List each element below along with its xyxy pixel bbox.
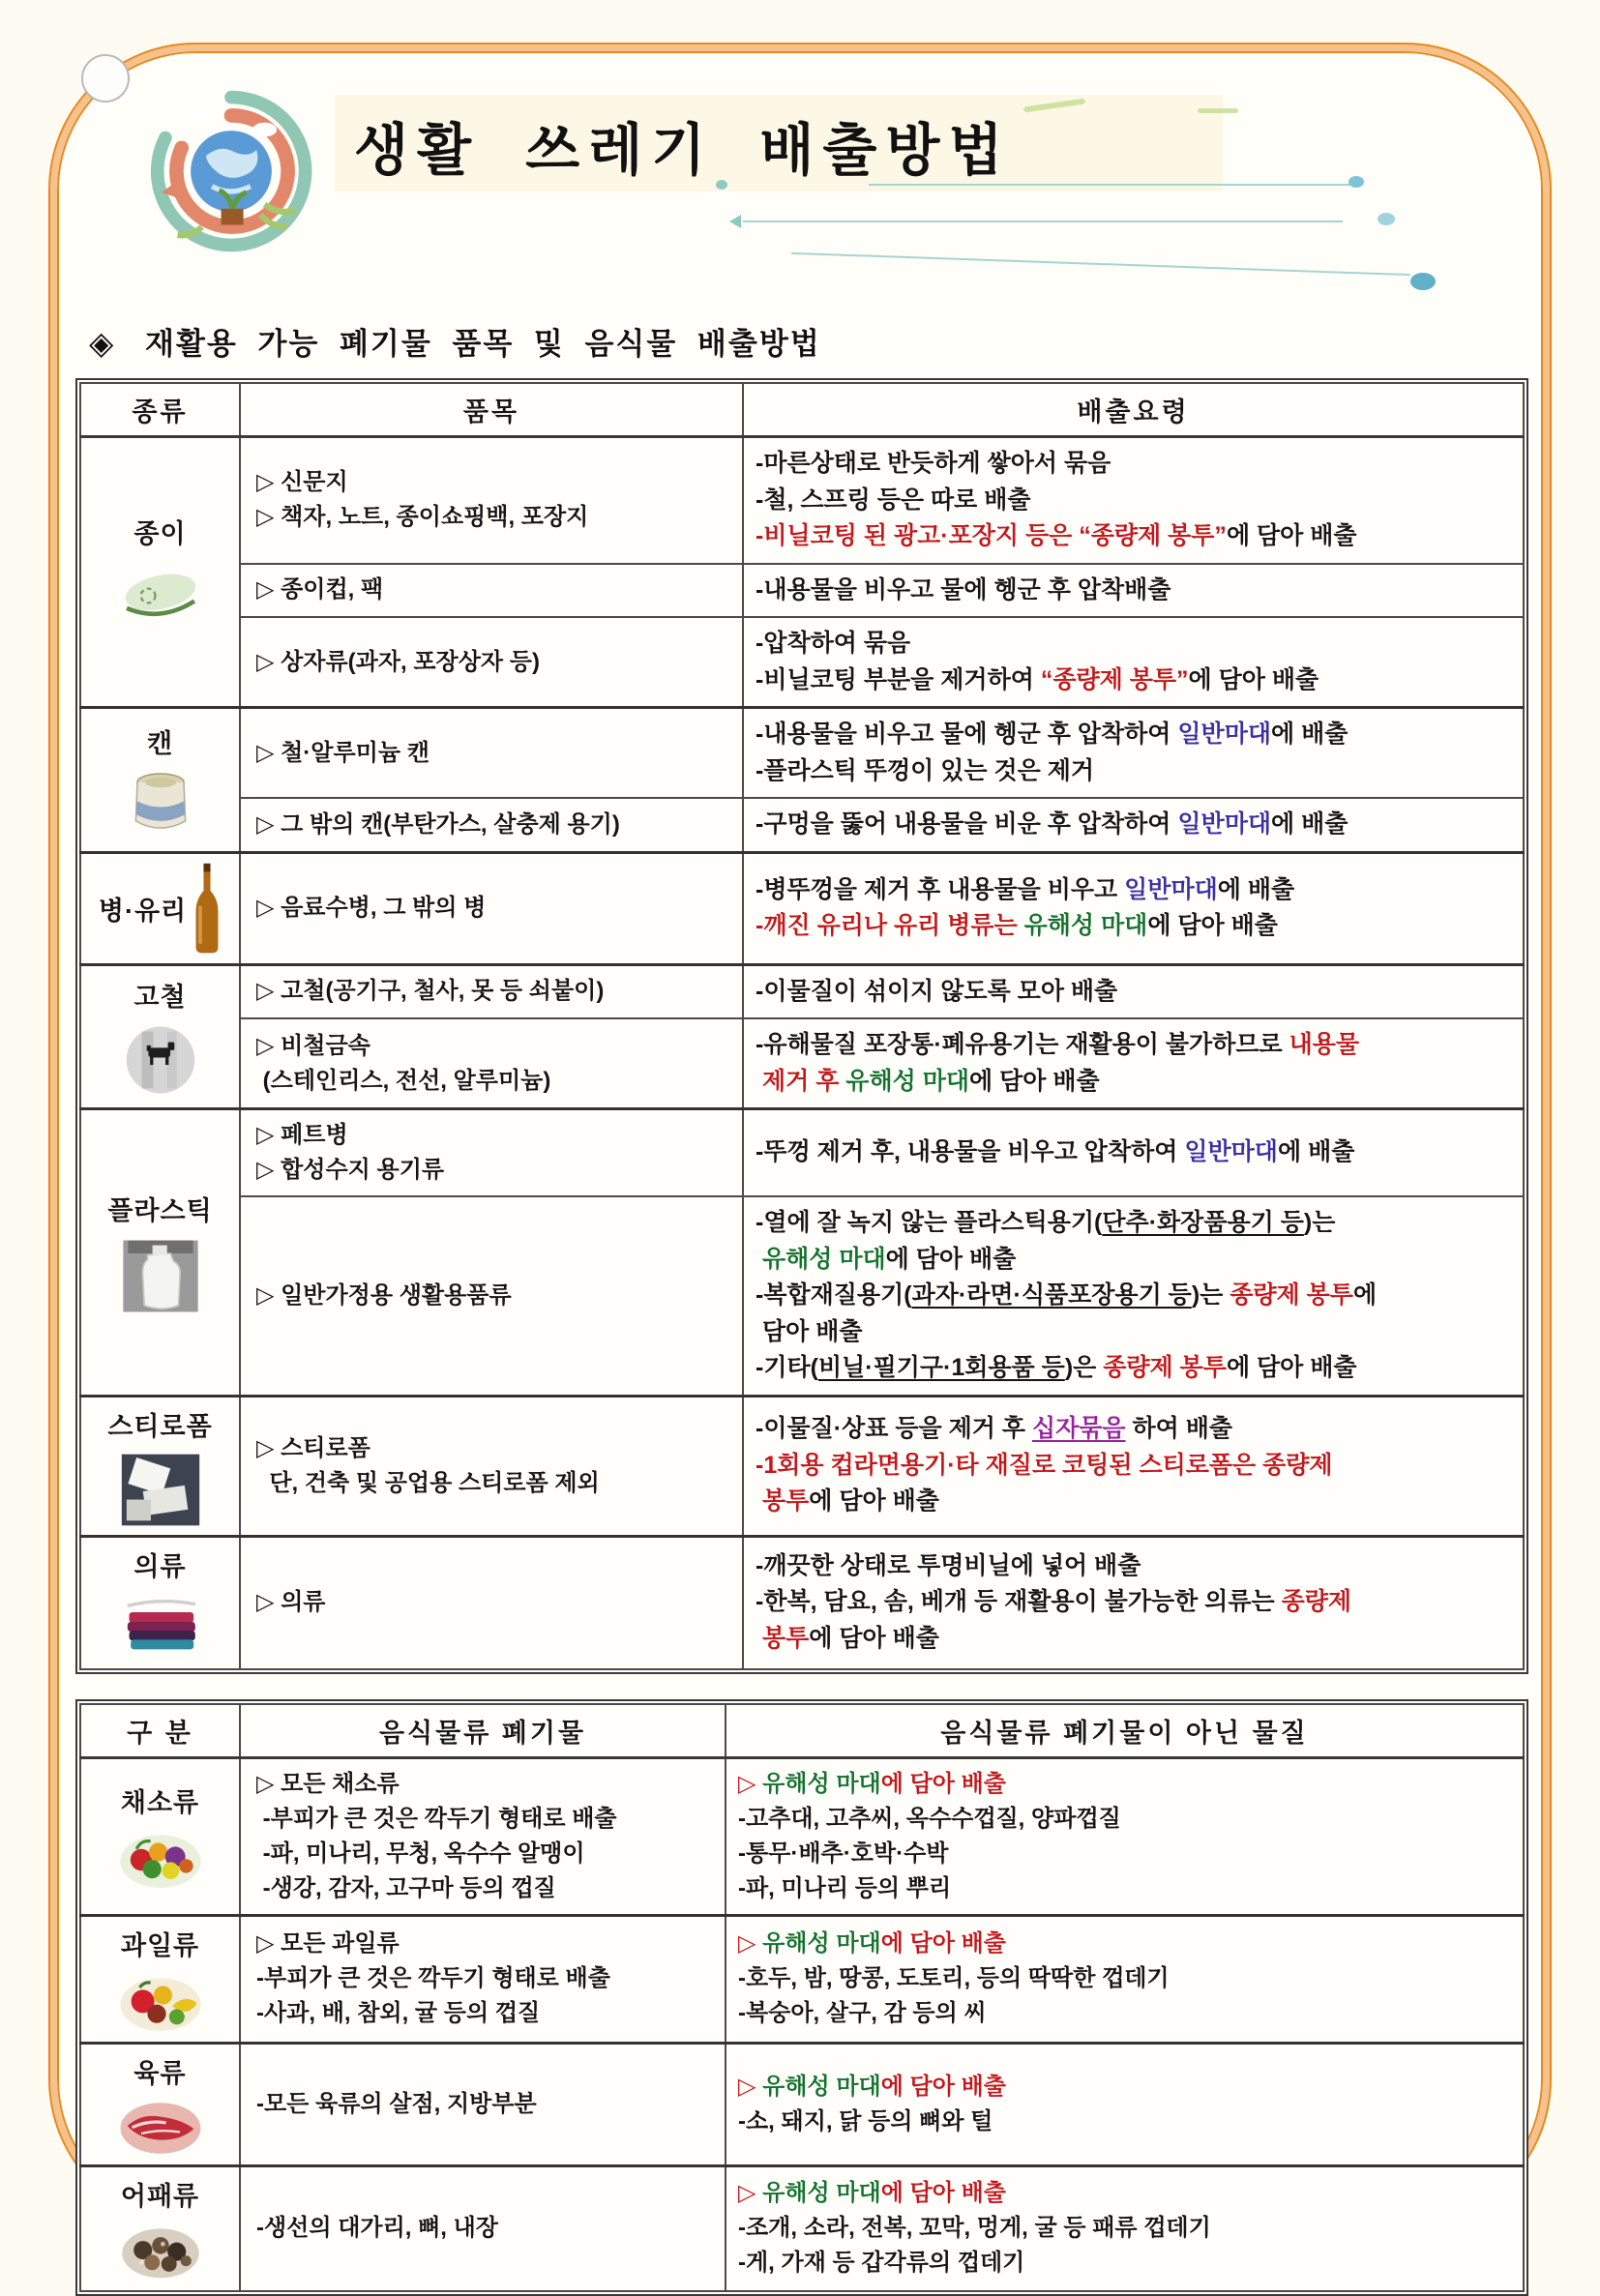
text-segment: ▷ 페트병 (256, 1122, 348, 1148)
text-segment: ▷ (738, 1930, 763, 1957)
category-cell (80, 2043, 240, 2165)
decor-dot (1348, 176, 1364, 188)
column-header: 구 분 (80, 1704, 240, 1758)
items-cell (240, 1396, 743, 1536)
text-line (738, 1961, 1517, 1996)
text-segment: 에 담아 배출 (809, 1624, 939, 1652)
text-segment: “종량제 봉투” (1040, 665, 1189, 693)
recycle-globe-logo (145, 85, 317, 257)
text-segment: -통무·배추·호박·수박 (738, 1840, 949, 1867)
category-label: 병·유리 (98, 896, 188, 926)
items-cell (240, 564, 743, 618)
text-segment: -플라스틱 뚜껑이 있는 것은 제거 (756, 756, 1095, 784)
text-line (256, 1153, 736, 1188)
food-waste-cell (240, 1757, 726, 1915)
text-segment: ▷ 철·알루미늄 캔 (256, 739, 430, 766)
diamond-bullet-icon: ◈ (89, 325, 116, 361)
text-line (256, 2211, 719, 2246)
items-cell (240, 708, 743, 799)
text-segment: 유해성 마대 (761, 1245, 886, 1273)
text-segment: 일반마대 (1124, 875, 1218, 903)
category-label: 과일류 (120, 1930, 200, 1960)
text-line (756, 483, 1517, 519)
text-line (756, 1064, 1517, 1101)
text-segment (756, 1246, 762, 1273)
text-segment: 과자·라면·식품포장용기 등 (911, 1281, 1192, 1309)
text-line (256, 736, 736, 771)
text-line (756, 573, 1517, 609)
text-line (256, 1064, 736, 1099)
text-segment: 내용물 (1289, 1031, 1360, 1058)
category-cell (80, 1536, 240, 1669)
text-segment: ▷ 비철금속 (256, 1032, 370, 1059)
category-cell (80, 2165, 240, 2291)
text-segment: ▷ 상자류(과자, 포장상자 등) (256, 648, 540, 675)
decor-dot (1378, 213, 1395, 225)
text-line (256, 465, 736, 500)
items-cell (240, 1536, 743, 1669)
text-segment: 에 담아 배출 (885, 1245, 1017, 1273)
column-header: 음식물류 폐기물이 아닌 물질 (726, 1704, 1524, 1758)
category-label: 의류 (133, 1551, 187, 1581)
text-segment: -뚜껑 제거 후, 내용물을 비우고 압착하여 (756, 1138, 1185, 1166)
text-line (756, 1448, 1517, 1485)
table-row (80, 1018, 1524, 1109)
table-row (80, 1396, 1524, 1536)
table-row (80, 708, 1524, 799)
text-segment: 십자묶음 (1031, 1415, 1126, 1443)
items-cell (240, 617, 743, 708)
table-row (80, 1536, 1524, 1669)
items-cell (240, 798, 743, 852)
text-line (256, 1585, 736, 1620)
category-label: 스티로폼 (107, 1411, 213, 1441)
text-segment: 유해성 마대 (762, 2073, 881, 2100)
text-segment: ▷ 스티로폼 (256, 1434, 370, 1461)
section-heading (89, 319, 1528, 363)
text-segment: 에 담아 배출 (880, 2073, 1006, 2100)
text-line (738, 2105, 1517, 2139)
text-line (738, 2176, 1517, 2211)
text-line (256, 645, 736, 680)
decor-dash (1198, 108, 1238, 113)
text-segment: -부피가 큰 것은 깍두기 형태로 배출 (256, 1805, 617, 1832)
text-segment: -구멍을 뚫어 내용물을 비운 후 압착하여 (756, 810, 1178, 838)
non-food-waste-cell (726, 1757, 1524, 1915)
text-segment: -깨끗한 상태로 투명비닐에 넣어 배출 (756, 1551, 1141, 1579)
text-segment: ▷ 고철(공기구, 철사, 못 등 쇠붙이) (256, 978, 605, 1005)
table-row (80, 437, 1524, 564)
items-cell (240, 964, 743, 1018)
text-segment: 에 담아 배출 (1226, 522, 1357, 549)
table-row (80, 2043, 1524, 2165)
text-segment: ▷ 일반가정용 생활용품류 (256, 1281, 512, 1309)
page-title: 생활 쓰레기 배출방법 (354, 119, 1012, 182)
text-line (256, 1961, 719, 1996)
text-segment: 유해성 마대 (1023, 912, 1148, 939)
text-line (756, 1278, 1517, 1314)
text-line (256, 1029, 736, 1064)
clothes-icon (116, 1593, 205, 1661)
disposal-tips-cell (743, 1109, 1524, 1197)
text-line (256, 2087, 719, 2122)
text-line (756, 1350, 1517, 1387)
text-segment: -고추대, 고추씨, 옥수수껍질, 양파껍질 (738, 1805, 1121, 1832)
text-line (256, 891, 736, 926)
items-cell (240, 437, 743, 564)
food-waste-cell (240, 2165, 726, 2291)
decor-line (743, 221, 1343, 222)
text-line (756, 1134, 1517, 1171)
text-segment: 제거 후 (761, 1067, 846, 1095)
text-line (256, 1466, 736, 1501)
text-line (256, 1279, 736, 1313)
table-row (80, 564, 1524, 618)
text-segment: 봉투 (761, 1624, 810, 1652)
category-cell (80, 964, 240, 1109)
page-content (75, 83, 1528, 2296)
text-segment (756, 1625, 762, 1652)
text-line (738, 2211, 1517, 2246)
text-segment: )는 (1303, 1209, 1336, 1236)
text-segment: 일반마대 (1177, 810, 1272, 838)
column-header: 종류 (80, 383, 240, 437)
text-segment: 에 담아 배출 (809, 1487, 939, 1516)
disposal-tips-cell (743, 708, 1524, 799)
text-segment: 하여 배출 (1125, 1415, 1233, 1443)
text-segment: 에 담아 배출 (880, 1770, 1006, 1797)
text-segment: -열에 잘 녹지 않는 플라스틱용기( (756, 1209, 1103, 1236)
text-segment: -사과, 배, 참외, 귤 등의 껍질 (256, 2000, 541, 2026)
text-segment: -모든 육류의 살점, 지방부분 (256, 2090, 537, 2117)
disposal-tips-cell (743, 1396, 1524, 1536)
text-segment: ▷ 그 밖의 캔(부탄가스, 살충제 용기) (256, 810, 620, 838)
text-segment: ▷ 신문지 (256, 469, 348, 496)
text-line (756, 717, 1517, 753)
text-line (256, 500, 736, 535)
text-segment: 에 담아 배출 (1188, 665, 1319, 693)
text-line (256, 1837, 719, 1871)
text-line (756, 518, 1517, 555)
text-segment: ▷ 종이컵, 팩 (256, 576, 384, 603)
category-cell (80, 1109, 240, 1397)
text-line (256, 1767, 719, 1802)
table-row (80, 1196, 1524, 1396)
category-label: 어패류 (120, 2181, 200, 2211)
recyclables-table-wrap (75, 378, 1528, 1674)
text-segment: 에 (1352, 1281, 1378, 1309)
text-segment: 에 담아 배출 (880, 2180, 1006, 2206)
text-segment: -이물질이 섞이지 않도록 모아 배출 (756, 977, 1118, 1005)
disposal-tips-cell (743, 798, 1524, 852)
disposal-tips-cell (743, 1536, 1524, 1669)
table-row (80, 1915, 1524, 2043)
disposal-tips-cell (743, 617, 1524, 708)
paper-icon (116, 560, 205, 632)
text-line (756, 626, 1517, 662)
text-line (756, 974, 1517, 1011)
recyclables-table-body (80, 437, 1524, 1669)
text-line (756, 807, 1517, 843)
text-line (756, 872, 1517, 909)
text-segment: -마른상태로 반듯하게 쌓아서 묶음 (756, 450, 1111, 477)
text-segment: ▷ 의류 (256, 1589, 326, 1615)
foodwaste-table-wrap (75, 1699, 1528, 2296)
text-segment: 유해성 마대 (845, 1067, 969, 1095)
category-cell (80, 1757, 240, 1915)
text-line (738, 1996, 1517, 2031)
text-segment: -내용물을 비우고 물에 헹군 후 압착하여 (756, 721, 1178, 748)
non-food-waste-cell (726, 2165, 1524, 2291)
metal-icon (120, 1023, 201, 1097)
text-line (738, 2070, 1517, 2105)
category-cell (80, 852, 240, 964)
text-segment: 종량제 봉투 (1230, 1281, 1353, 1309)
text-segment: -생강, 감자, 고구마 등의 껍질 (256, 1874, 556, 1901)
table-row (80, 1109, 1524, 1197)
text-line (256, 1802, 719, 1837)
text-line (256, 1996, 719, 2031)
decor-arrow-icon (729, 215, 741, 228)
text-segment: 단추·화장품용기 등 (1102, 1209, 1304, 1236)
text-segment: 에 배출 (1277, 1138, 1355, 1166)
text-line (756, 1548, 1517, 1585)
text-segment: )는 (1191, 1281, 1230, 1309)
bottle-icon (193, 862, 222, 956)
text-line (756, 1484, 1517, 1520)
text-line (738, 1871, 1517, 1906)
disposal-tips-cell (743, 1018, 1524, 1109)
text-line (256, 808, 736, 842)
text-line (256, 974, 736, 1009)
items-cell (240, 1109, 743, 1197)
text-segment: (스테인리스, 전선, 알루미늄) (256, 1067, 551, 1094)
table-row (80, 798, 1524, 852)
text-line (756, 1205, 1517, 1242)
meat-icon (118, 2100, 203, 2157)
text-segment: ▷ 합성수지 용기류 (256, 1157, 445, 1183)
text-line (756, 1242, 1517, 1279)
text-line (756, 446, 1517, 483)
text-segment: -깨진 유리나 유리 병류는 (756, 912, 1024, 939)
text-segment: -소, 돼지, 닭 등의 뼈와 털 (738, 2107, 993, 2134)
can-icon (126, 770, 195, 837)
items-cell (240, 1196, 743, 1396)
plastic-icon (120, 1237, 201, 1315)
text-segment: ▷ 모든 과일류 (256, 1930, 400, 1957)
text-segment: ▷ (738, 2180, 763, 2206)
text-segment: -압착하여 묶음 (756, 630, 911, 657)
text-segment: -병뚜껑을 제거 후 내용물을 비우고 (756, 875, 1125, 903)
disposal-tips-cell (743, 564, 1524, 618)
disposal-tips-cell (743, 437, 1524, 564)
text-segment: -기타( (756, 1354, 818, 1381)
title-block (75, 83, 1528, 292)
category-label: 육류 (133, 2058, 187, 2088)
text-segment: -생선의 대가리, 뼈, 내장 (256, 2215, 498, 2241)
table-row (80, 2165, 1524, 2291)
text-segment: -내용물을 비우고 물에 헹군 후 압착배출 (756, 575, 1171, 603)
text-segment: -파, 미나리, 무청, 옥수수 알맹이 (256, 1840, 585, 1867)
text-segment: 에 배출 (1271, 810, 1348, 838)
disposal-tips-cell (743, 852, 1524, 964)
text-segment: 종량제 봉투 (1103, 1354, 1227, 1381)
fruits-icon (118, 1972, 203, 2034)
items-cell (240, 852, 743, 964)
text-segment: ▷ 음료수병, 그 밖의 병 (256, 895, 487, 921)
text-segment: 유해성 마대 (762, 1930, 881, 1957)
disposal-tips-cell (743, 1196, 1524, 1396)
text-line (756, 908, 1517, 945)
text-segment: 일반마대 (1184, 1138, 1278, 1166)
text-segment: 담아 배출 (756, 1317, 863, 1345)
seafood-icon (118, 2222, 203, 2282)
text-segment: -1회용 컵라면용기·타 재질로 코팅된 스티로폼은 종량제 (756, 1451, 1333, 1479)
styrofoam-icon (120, 1453, 201, 1527)
vegetables-icon (118, 1829, 203, 1891)
text-segment: )은 (1064, 1354, 1104, 1381)
text-segment: 유해성 마대 (762, 2180, 881, 2206)
text-segment: -이물질·상표 등을 제거 후 (756, 1415, 1032, 1443)
text-segment: -복합재질용기( (756, 1281, 912, 1309)
text-line (738, 1927, 1517, 1961)
recyclables-table-header (80, 383, 1524, 437)
text-segment: 에 담아 배출 (969, 1067, 1100, 1095)
non-food-waste-cell (726, 2043, 1524, 2165)
text-line (256, 1118, 736, 1153)
table-row (80, 617, 1524, 708)
category-label: 고철 (133, 983, 187, 1013)
non-food-waste-cell (726, 1915, 1524, 2043)
text-segment: 일반마대 (1177, 721, 1272, 748)
text-segment: 비닐·필기구·1회용품 등 (817, 1354, 1065, 1381)
text-line (756, 1027, 1517, 1064)
text-line (756, 1621, 1517, 1658)
text-line (256, 1431, 736, 1466)
text-segment: 유해성 마대 (762, 1770, 881, 1797)
text-segment: -게, 가재 등 갑각류의 껍데기 (738, 2250, 1025, 2276)
text-line (256, 1871, 719, 1906)
text-segment: -한복, 담요, 솜, 베개 등 재활용이 불가능한 의류는 (756, 1588, 1282, 1616)
table-row (80, 964, 1524, 1018)
text-segment: -호두, 밤, 땅콩, 도토리, 등의 딱딱한 껍데기 (738, 1965, 1170, 1991)
table-row (80, 852, 1524, 964)
text-segment: ▷ 책자, 노트, 종이쇼핑백, 포장지 (256, 504, 589, 531)
text-segment: 단, 건축 및 공업용 스티로폼 제외 (256, 1469, 600, 1496)
disposal-tips-cell (743, 964, 1524, 1018)
text-line (756, 1411, 1517, 1448)
text-line (756, 753, 1517, 790)
foodwaste-table-header (80, 1704, 1524, 1758)
food-waste-cell (240, 2043, 726, 2165)
text-segment: 에 담아 배출 (1226, 1354, 1357, 1381)
text-line (738, 1767, 1517, 1802)
text-segment: -부피가 큰 것은 깍두기 형태로 배출 (256, 1965, 610, 1991)
category-cell (80, 1915, 240, 2043)
text-segment: 에 배출 (1271, 721, 1348, 748)
text-segment: 에 배출 (1217, 875, 1295, 903)
category-label: 플라스틱 (107, 1195, 213, 1225)
text-line (738, 1837, 1517, 1871)
category-label: 채소류 (120, 1788, 200, 1817)
section-heading-text: 재활용 가능 폐기물 품목 및 음식물 배출방법 (145, 327, 821, 361)
text-segment: 봉투 (761, 1487, 810, 1516)
text-segment: ▷ 모든 채소류 (256, 1770, 400, 1797)
text-segment (756, 1068, 762, 1095)
column-header: 품목 (240, 383, 743, 437)
text-segment: ▷ (738, 2073, 763, 2100)
text-segment: 에 담아 배출 (880, 1930, 1006, 1957)
text-segment: -조개, 소라, 전복, 꼬막, 멍게, 굴 등 패류 껍데기 (738, 2215, 1211, 2241)
text-line (738, 1802, 1517, 1837)
category-cell (80, 1396, 240, 1536)
text-line (256, 573, 736, 607)
text-segment: ▷ (738, 1770, 763, 1797)
text-segment: -유해물질 포장통·폐유용기는 재활용이 불가하므로 (756, 1031, 1289, 1058)
category-label: 캔 (146, 729, 174, 759)
decor-dot (1410, 273, 1436, 290)
text-segment (756, 1487, 762, 1515)
category-cell (80, 708, 240, 853)
table-row (80, 1757, 1524, 1915)
foodwaste-table (79, 1703, 1525, 2292)
food-waste-cell (240, 1915, 726, 2043)
text-segment: 종량제 (1281, 1588, 1352, 1616)
items-cell (240, 1018, 743, 1109)
text-segment: -비닐코팅 부분을 제거하여 (756, 665, 1041, 693)
text-segment: -비닐코팅 된 광고·포장지 등은 “종량제 봉투” (756, 522, 1227, 549)
text-segment: 에 담아 배출 (1147, 912, 1278, 939)
text-line (256, 1927, 719, 1961)
text-line (738, 2246, 1517, 2281)
category-cell (80, 437, 240, 708)
text-segment: -철, 스프링 등은 따로 배출 (756, 486, 1031, 514)
column-header: 배출요령 (743, 383, 1524, 437)
text-line (756, 662, 1517, 699)
text-segment: -복숭아, 살구, 감 등의 씨 (738, 2000, 987, 2026)
recyclables-table (79, 382, 1525, 1670)
category-label: 종이 (133, 519, 187, 548)
text-segment: -파, 미나리 등의 뿌리 (738, 1874, 952, 1901)
text-line (756, 1314, 1517, 1351)
decor-line (791, 252, 1410, 276)
text-line (756, 1584, 1517, 1621)
column-header: 음식물류 폐기물 (240, 1704, 726, 1758)
foodwaste-table-body (80, 1757, 1524, 2291)
